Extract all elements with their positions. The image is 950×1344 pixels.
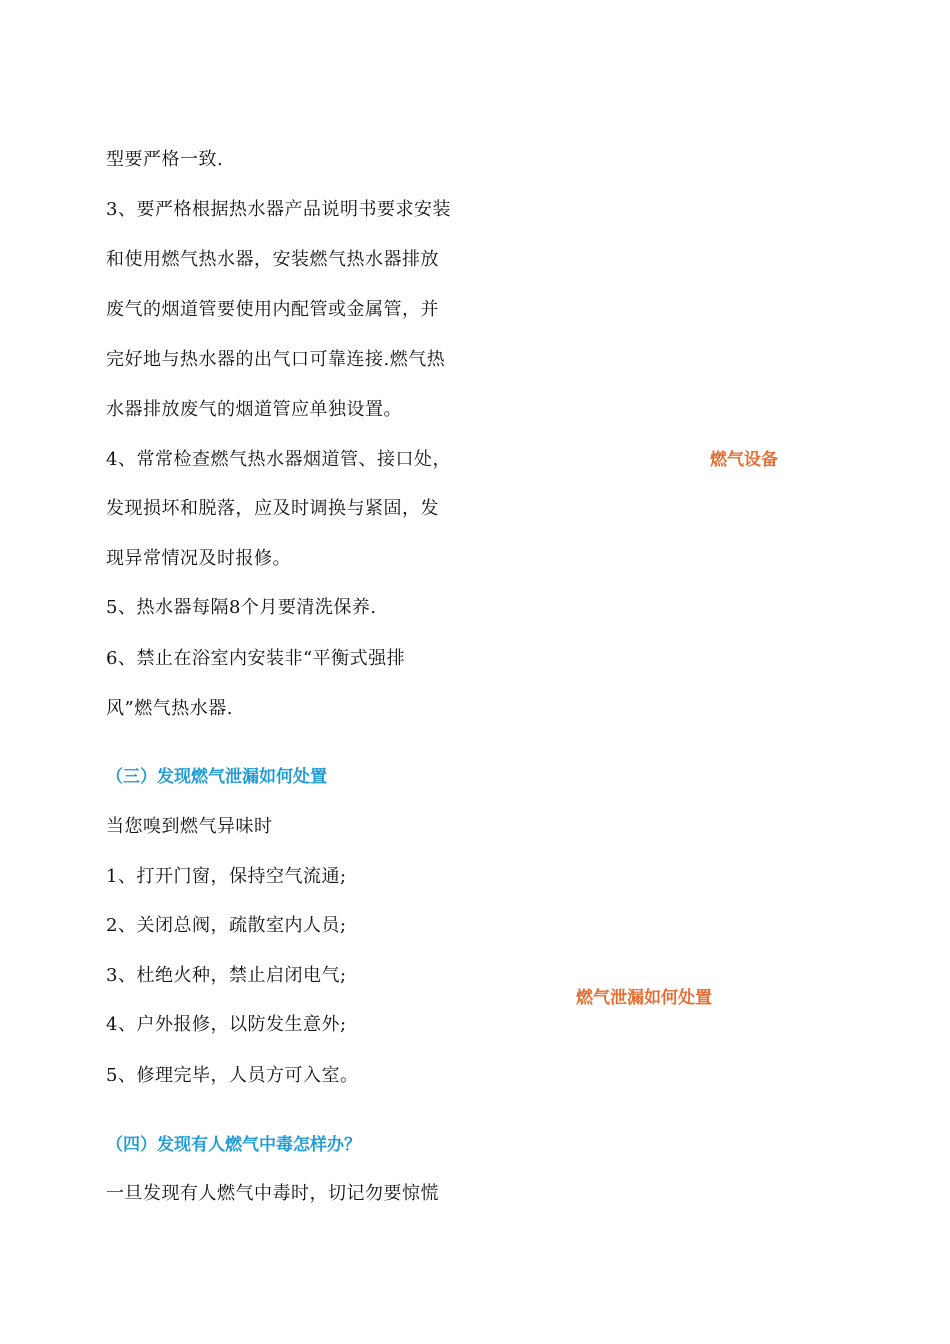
section3-line: 1、打开门窗，保持空气流通;	[106, 866, 347, 887]
body-line: 风”燃气热水器.	[106, 698, 233, 719]
section3-heading: （三）发现燃气泄漏如何处置	[106, 767, 327, 787]
body-line: 4、常常检查燃气热水器烟道管、接口处，	[106, 449, 451, 470]
body-line: 废气的烟道管要使用内配管或金属管，并	[106, 299, 439, 320]
section3-line: 3、杜绝火种，禁止启闭电气;	[106, 965, 347, 986]
body-line: 3、要严格根据热水器产品说明书要求安装	[106, 199, 451, 220]
side-label-gas-equipment: 燃气设备	[710, 450, 778, 470]
section3-line: 4、户外报修，以防发生意外;	[106, 1014, 347, 1035]
section4-line: 一旦发现有人燃气中毒时，切记勿要惊慌	[106, 1183, 439, 1204]
body-line: 和使用燃气热水器，安装燃气热水器排放	[106, 249, 439, 270]
section3-line: 5、修理完毕，人员方可入室。	[106, 1065, 359, 1086]
body-line: 发现损坏和脱落，应及时调换与紧固，发	[106, 498, 439, 519]
body-line: 完好地与热水器的出气口可靠连接.燃气热	[106, 349, 446, 370]
body-line: 6、禁止在浴室内安装非“平衡式强排	[106, 648, 406, 669]
body-line: 5、热水器每隔8个月要清洗保养.	[106, 597, 377, 618]
body-line: 现异常情况及时报修。	[106, 548, 291, 569]
section3-line: 2、关闭总阀，疏散室内人员;	[106, 915, 347, 936]
body-line: 型要严格一致.	[106, 149, 224, 170]
section4-heading: （四）发现有人燃气中毒怎样办？	[106, 1135, 361, 1155]
body-line: 水器排放废气的烟道管应单独设置。	[106, 399, 402, 420]
side-label-gas-leak-handling: 燃气泄漏如何处置	[576, 988, 712, 1008]
section3-line: 当您嗅到燃气异味时	[106, 816, 273, 837]
